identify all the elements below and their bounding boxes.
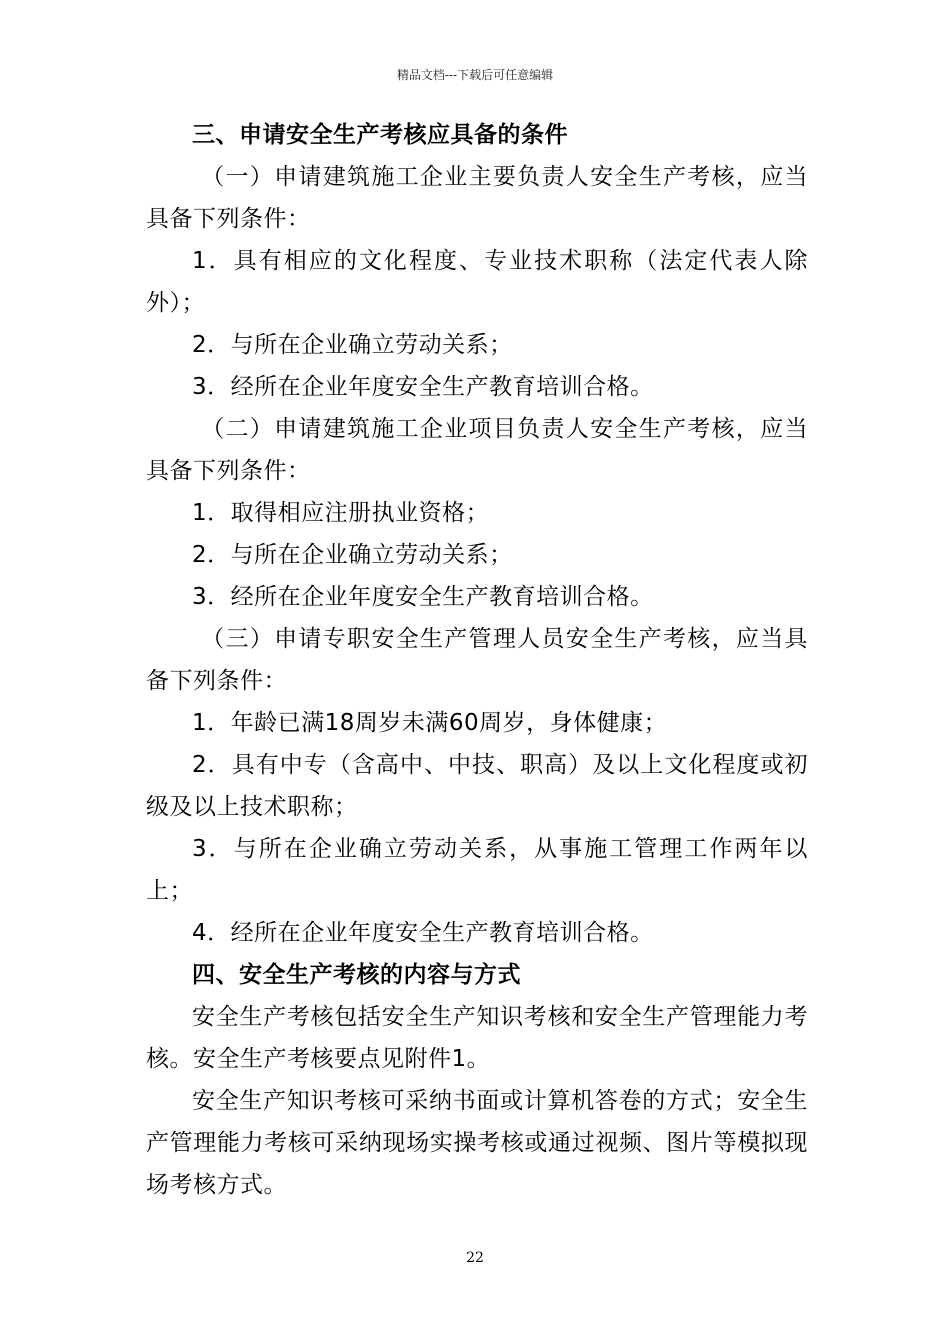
- document-body: [146, 114, 808, 1206]
- list-item: 3．与所在企业确立劳动关系，从事施工管理工作两年以上；: [146, 836, 808, 904]
- list-item: 3．经所在企业年度安全生产教育培训合格。: [192, 584, 654, 610]
- list-item: 1．取得相应注册执业资格；: [192, 500, 490, 526]
- page-header: 精品文档---下载后可任意编辑: [396, 68, 554, 82]
- list-item: 4．经所在企业年度安全生产教育培训合格。: [192, 920, 654, 946]
- body-paragraph: 安全生产知识考核可采纳书面或计算机答卷的方式；安全生产管理能力考核可采纳现场实操考核或通过视频、图片等模拟现场考核方式。: [146, 1088, 808, 1198]
- list-item: 1．具有相应的文化程度、专业技术职称（法定代表人除外）；: [146, 248, 808, 316]
- list-item: 2．与所在企业确立劳动关系；: [192, 332, 513, 358]
- list-item: 3．经所在企业年度安全生产教育培训合格。: [192, 374, 654, 400]
- list-item: 1．年龄已满18周岁未满60周岁，身体健康；: [192, 710, 668, 736]
- subsection-2: （二）申请建筑施工企业项目负责人安全生产考核，应当具备下列条件：: [146, 416, 808, 484]
- list-item: 2．具有中专（含高中、中技、职高）及以上文化程度或初级及以上技术职称；: [146, 752, 808, 820]
- section-heading-3: 三、申请安全生产考核应具备的条件: [192, 122, 568, 148]
- page-number: 22: [466, 1250, 484, 1266]
- section-heading-4: 四、安全生产考核的内容与方式: [192, 962, 521, 988]
- list-item: 2．与所在企业确立劳动关系；: [192, 542, 513, 568]
- subsection-3: （三）申请专职安全生产管理人员安全生产考核，应当具备下列条件：: [146, 626, 808, 694]
- subsection-1: （一）申请建筑施工企业主要负责人安全生产考核，应当具备下列条件：: [146, 164, 808, 232]
- body-paragraph: 安全生产考核包括安全生产知识考核和安全生产管理能力考核。安全生产考核要点见附件1。: [146, 1004, 808, 1072]
